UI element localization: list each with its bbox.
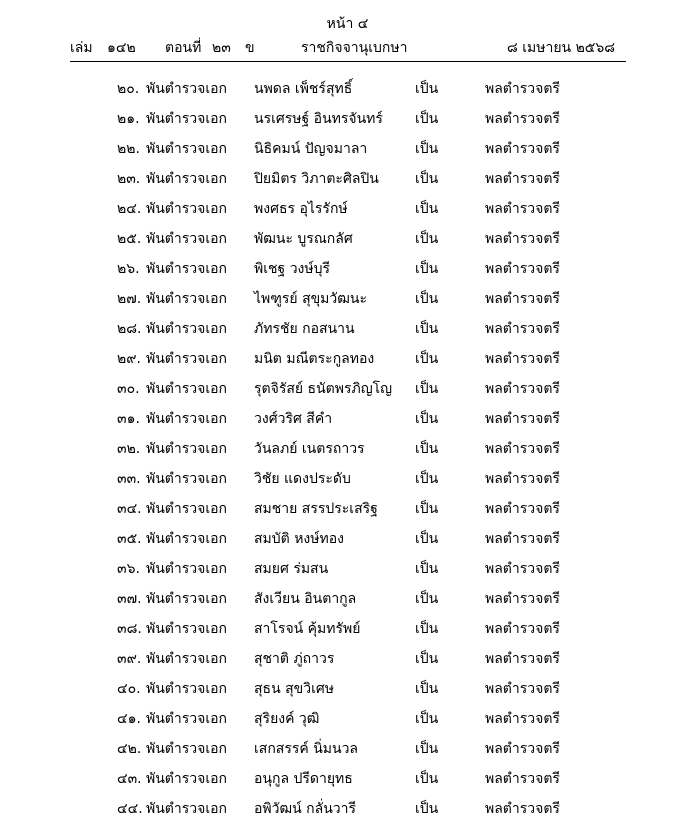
entry-verb: เป็น bbox=[415, 111, 439, 127]
entry-new-rank: พลตำรวจตรี bbox=[485, 531, 560, 547]
section-label: ตอนที่ bbox=[165, 40, 202, 56]
entry-verb: เป็น bbox=[415, 231, 439, 247]
entry-verb: เป็น bbox=[415, 441, 439, 457]
entry-verb: เป็น bbox=[415, 651, 439, 667]
entry-number: ๔๐. bbox=[117, 681, 141, 697]
list-item bbox=[0, 679, 695, 709]
list-item bbox=[0, 349, 695, 379]
entry-name: เสกสรรค์ นิ่มนวล bbox=[254, 741, 359, 757]
publication-name: ราชกิจจานุเบกษา bbox=[301, 40, 408, 56]
entry-name: พงศธร อุไรรักษ์ bbox=[254, 201, 348, 217]
entry-name: มนิต มณีตระกูลทอง bbox=[254, 351, 375, 367]
list-item bbox=[0, 229, 695, 259]
entry-current-rank: พันตำรวจเอก bbox=[146, 171, 228, 187]
entry-name: นิธิคมน์ ปัญจมาลา bbox=[254, 141, 368, 157]
entry-new-rank: พลตำรวจตรี bbox=[485, 501, 560, 517]
entry-number: ๓๖. bbox=[117, 561, 140, 577]
entry-current-rank: พันตำรวจเอก bbox=[146, 111, 228, 127]
entry-new-rank: พลตำรวจตรี bbox=[485, 681, 560, 697]
entry-current-rank: พันตำรวจเอก bbox=[146, 501, 228, 517]
section-type: ข bbox=[245, 40, 255, 56]
entry-current-rank: พันตำรวจเอก bbox=[146, 531, 228, 547]
entry-current-rank: พันตำรวจเอก bbox=[146, 621, 228, 637]
entry-number: ๒๖. bbox=[117, 261, 140, 277]
list-item bbox=[0, 199, 695, 229]
entry-new-rank: พลตำรวจตรี bbox=[485, 321, 560, 337]
entry-new-rank: พลตำรวจตรี bbox=[485, 231, 560, 247]
entry-name: วิชัย แดงประดับ bbox=[254, 471, 351, 487]
entry-number: ๒๗. bbox=[117, 291, 142, 307]
entry-current-rank: พันตำรวจเอก bbox=[146, 651, 228, 667]
entry-number: ๒๒. bbox=[117, 141, 140, 157]
entry-new-rank: พลตำรวจตรี bbox=[485, 171, 560, 187]
list-item bbox=[0, 709, 695, 739]
entry-name: สุชาติ ภู่ถาวร bbox=[254, 651, 335, 667]
entry-verb: เป็น bbox=[415, 801, 439, 817]
entry-new-rank: พลตำรวจตรี bbox=[485, 471, 560, 487]
entry-number: ๔๔. bbox=[117, 801, 143, 817]
entry-verb: เป็น bbox=[415, 681, 439, 697]
entry-number: ๒๙. bbox=[117, 351, 141, 367]
entry-name: สังเวียน อินตากูล bbox=[254, 591, 357, 607]
entry-new-rank: พลตำรวจตรี bbox=[485, 621, 560, 637]
entry-name: สมยศ ร่มสน bbox=[254, 561, 329, 577]
entry-number: ๒๐. bbox=[117, 81, 140, 97]
entry-number: ๒๘. bbox=[117, 321, 142, 337]
list-item bbox=[0, 259, 695, 289]
entry-number: ๓๕. bbox=[117, 531, 142, 547]
entry-current-rank: พันตำรวจเอก bbox=[146, 411, 228, 427]
list-item bbox=[0, 559, 695, 589]
list-item bbox=[0, 139, 695, 169]
entry-new-rank: พลตำรวจตรี bbox=[485, 261, 560, 277]
entry-current-rank: พันตำรวจเอก bbox=[146, 591, 228, 607]
entry-verb: เป็น bbox=[415, 261, 439, 277]
entry-verb: เป็น bbox=[415, 711, 439, 727]
publication-date: ๘ เมษายน ๒๕๖๘ bbox=[507, 40, 616, 56]
entry-current-rank: พันตำรวจเอก bbox=[146, 351, 228, 367]
entry-number: ๓๐. bbox=[117, 381, 140, 397]
entry-new-rank: พลตำรวจตรี bbox=[485, 201, 560, 217]
entry-current-rank: พันตำรวจเอก bbox=[146, 711, 228, 727]
entry-number: ๒๑. bbox=[117, 111, 140, 127]
entry-number: ๓๒. bbox=[117, 441, 141, 457]
entry-name: สาโรจน์ คุ้มทรัพย์ bbox=[254, 621, 361, 637]
entry-current-rank: พันตำรวจเอก bbox=[146, 561, 228, 577]
entry-new-rank: พลตำรวจตรี bbox=[485, 141, 560, 157]
entry-current-rank: พันตำรวจเอก bbox=[146, 771, 228, 787]
entry-name: รุตจิรัสย์ ธนัตพรภิญโญ bbox=[254, 381, 393, 397]
entry-number: ๔๓. bbox=[117, 771, 142, 787]
entry-name: วันลภย์ เนตรถาวร bbox=[254, 441, 365, 457]
list-item bbox=[0, 409, 695, 439]
entry-current-rank: พันตำรวจเอก bbox=[146, 321, 228, 337]
entry-verb: เป็น bbox=[415, 471, 439, 487]
entry-current-rank: พันตำรวจเอก bbox=[146, 801, 228, 817]
entry-number: ๒๔. bbox=[117, 201, 142, 217]
entry-current-rank: พันตำรวจเอก bbox=[146, 201, 228, 217]
entry-name: ปิยมิตร วิภาตะศิลปิน bbox=[254, 171, 379, 187]
entry-new-rank: พลตำรวจตรี bbox=[485, 711, 560, 727]
entry-name: นพดล เพ็ชร์สุทธิ์ bbox=[254, 81, 353, 97]
entry-new-rank: พลตำรวจตรี bbox=[485, 111, 560, 127]
entry-name: พิเชฐ วงษ์บุรี bbox=[254, 261, 331, 277]
list-item bbox=[0, 649, 695, 679]
entry-current-rank: พันตำรวจเอก bbox=[146, 741, 228, 757]
entry-verb: เป็น bbox=[415, 141, 439, 157]
list-item bbox=[0, 379, 695, 409]
entry-verb: เป็น bbox=[415, 621, 439, 637]
entry-verb: เป็น bbox=[415, 411, 439, 427]
entry-verb: เป็น bbox=[415, 741, 439, 757]
entry-verb: เป็น bbox=[415, 381, 439, 397]
entry-new-rank: พลตำรวจตรี bbox=[485, 351, 560, 367]
list-item bbox=[0, 529, 695, 559]
entry-current-rank: พันตำรวจเอก bbox=[146, 261, 228, 277]
entry-new-rank: พลตำรวจตรี bbox=[485, 81, 560, 97]
entry-new-rank: พลตำรวจตรี bbox=[485, 381, 560, 397]
list-item bbox=[0, 769, 695, 799]
entry-new-rank: พลตำรวจตรี bbox=[485, 441, 560, 457]
entry-new-rank: พลตำรวจตรี bbox=[485, 291, 560, 307]
list-item bbox=[0, 799, 695, 829]
list-item bbox=[0, 79, 695, 109]
entry-number: ๓๘. bbox=[117, 621, 142, 637]
entry-new-rank: พลตำรวจตรี bbox=[485, 651, 560, 667]
entry-current-rank: พันตำรวจเอก bbox=[146, 441, 228, 457]
list-item bbox=[0, 439, 695, 469]
entry-verb: เป็น bbox=[415, 531, 439, 547]
list-item bbox=[0, 169, 695, 199]
entry-verb: เป็น bbox=[415, 591, 439, 607]
entry-verb: เป็น bbox=[415, 81, 439, 97]
entry-number: ๒๕. bbox=[117, 231, 142, 247]
entry-name: อพิวัฒน์ กลั่นวารี bbox=[254, 801, 357, 817]
entry-number: ๔๒. bbox=[117, 741, 142, 757]
section-number: ๒๓ bbox=[212, 40, 231, 56]
entry-name: สมบัติ หงษ์ทอง bbox=[254, 531, 344, 547]
entry-name: วงศ์วริศ สีคำ bbox=[254, 411, 333, 427]
entry-new-rank: พลตำรวจตรี bbox=[485, 801, 560, 817]
entry-verb: เป็น bbox=[415, 561, 439, 577]
entry-current-rank: พันตำรวจเอก bbox=[146, 291, 228, 307]
list-item bbox=[0, 589, 695, 619]
entry-number: ๔๑. bbox=[117, 711, 141, 727]
entry-current-rank: พันตำรวจเอก bbox=[146, 471, 228, 487]
volume-label: เล่ม bbox=[70, 40, 93, 56]
list-item bbox=[0, 739, 695, 769]
gazette-header bbox=[0, 37, 695, 57]
entry-verb: เป็น bbox=[415, 291, 439, 307]
entry-name: สมชาย สรรประเสริฐ bbox=[254, 501, 378, 517]
page-number: หน้า ๔ bbox=[326, 16, 369, 32]
appointment-list bbox=[0, 79, 695, 829]
entry-current-rank: พันตำรวจเอก bbox=[146, 81, 228, 97]
volume-number: ๑๔๒ bbox=[107, 40, 136, 56]
entry-name: สุริยงค์ วุฒิ bbox=[254, 711, 320, 727]
list-item bbox=[0, 109, 695, 139]
entry-verb: เป็น bbox=[415, 171, 439, 187]
entry-current-rank: พันตำรวจเอก bbox=[146, 141, 228, 157]
entry-current-rank: พันตำรวจเอก bbox=[146, 381, 228, 397]
list-item bbox=[0, 319, 695, 349]
entry-new-rank: พลตำรวจตรี bbox=[485, 771, 560, 787]
entry-number: ๓๗. bbox=[117, 591, 142, 607]
entry-name: นรเศรษฐ์ อินทรจันทร์ bbox=[254, 111, 383, 127]
entry-name: ภัทรชัย กอสนาน bbox=[254, 321, 355, 337]
entry-name: อนุกูล ปรีดายุทธ bbox=[254, 771, 353, 787]
header-divider bbox=[70, 61, 626, 62]
entry-number: ๓๔. bbox=[117, 501, 142, 517]
entry-current-rank: พันตำรวจเอก bbox=[146, 231, 228, 247]
entry-number: ๒๓. bbox=[117, 171, 141, 187]
list-item bbox=[0, 289, 695, 319]
entry-name: ไพฑูรย์ สุขุมวัฒนะ bbox=[254, 291, 368, 307]
entry-new-rank: พลตำรวจตรี bbox=[485, 411, 560, 427]
entry-number: ๓๑. bbox=[117, 411, 140, 427]
entry-new-rank: พลตำรวจตรี bbox=[485, 591, 560, 607]
entry-verb: เป็น bbox=[415, 201, 439, 217]
entry-verb: เป็น bbox=[415, 771, 439, 787]
entry-current-rank: พันตำรวจเอก bbox=[146, 681, 228, 697]
list-item bbox=[0, 619, 695, 649]
entry-verb: เป็น bbox=[415, 351, 439, 367]
entry-new-rank: พลตำรวจตรี bbox=[485, 741, 560, 757]
entry-new-rank: พลตำรวจตรี bbox=[485, 561, 560, 577]
entry-name: พัฒนะ บูรณกลัศ bbox=[254, 231, 353, 247]
list-item bbox=[0, 499, 695, 529]
entry-number: ๓๙. bbox=[117, 651, 142, 667]
entry-number: ๓๓. bbox=[117, 471, 141, 487]
entry-verb: เป็น bbox=[415, 321, 439, 337]
list-item bbox=[0, 469, 695, 499]
entry-verb: เป็น bbox=[415, 501, 439, 517]
entry-name: สุธน สุขวิเศษ bbox=[254, 681, 334, 697]
